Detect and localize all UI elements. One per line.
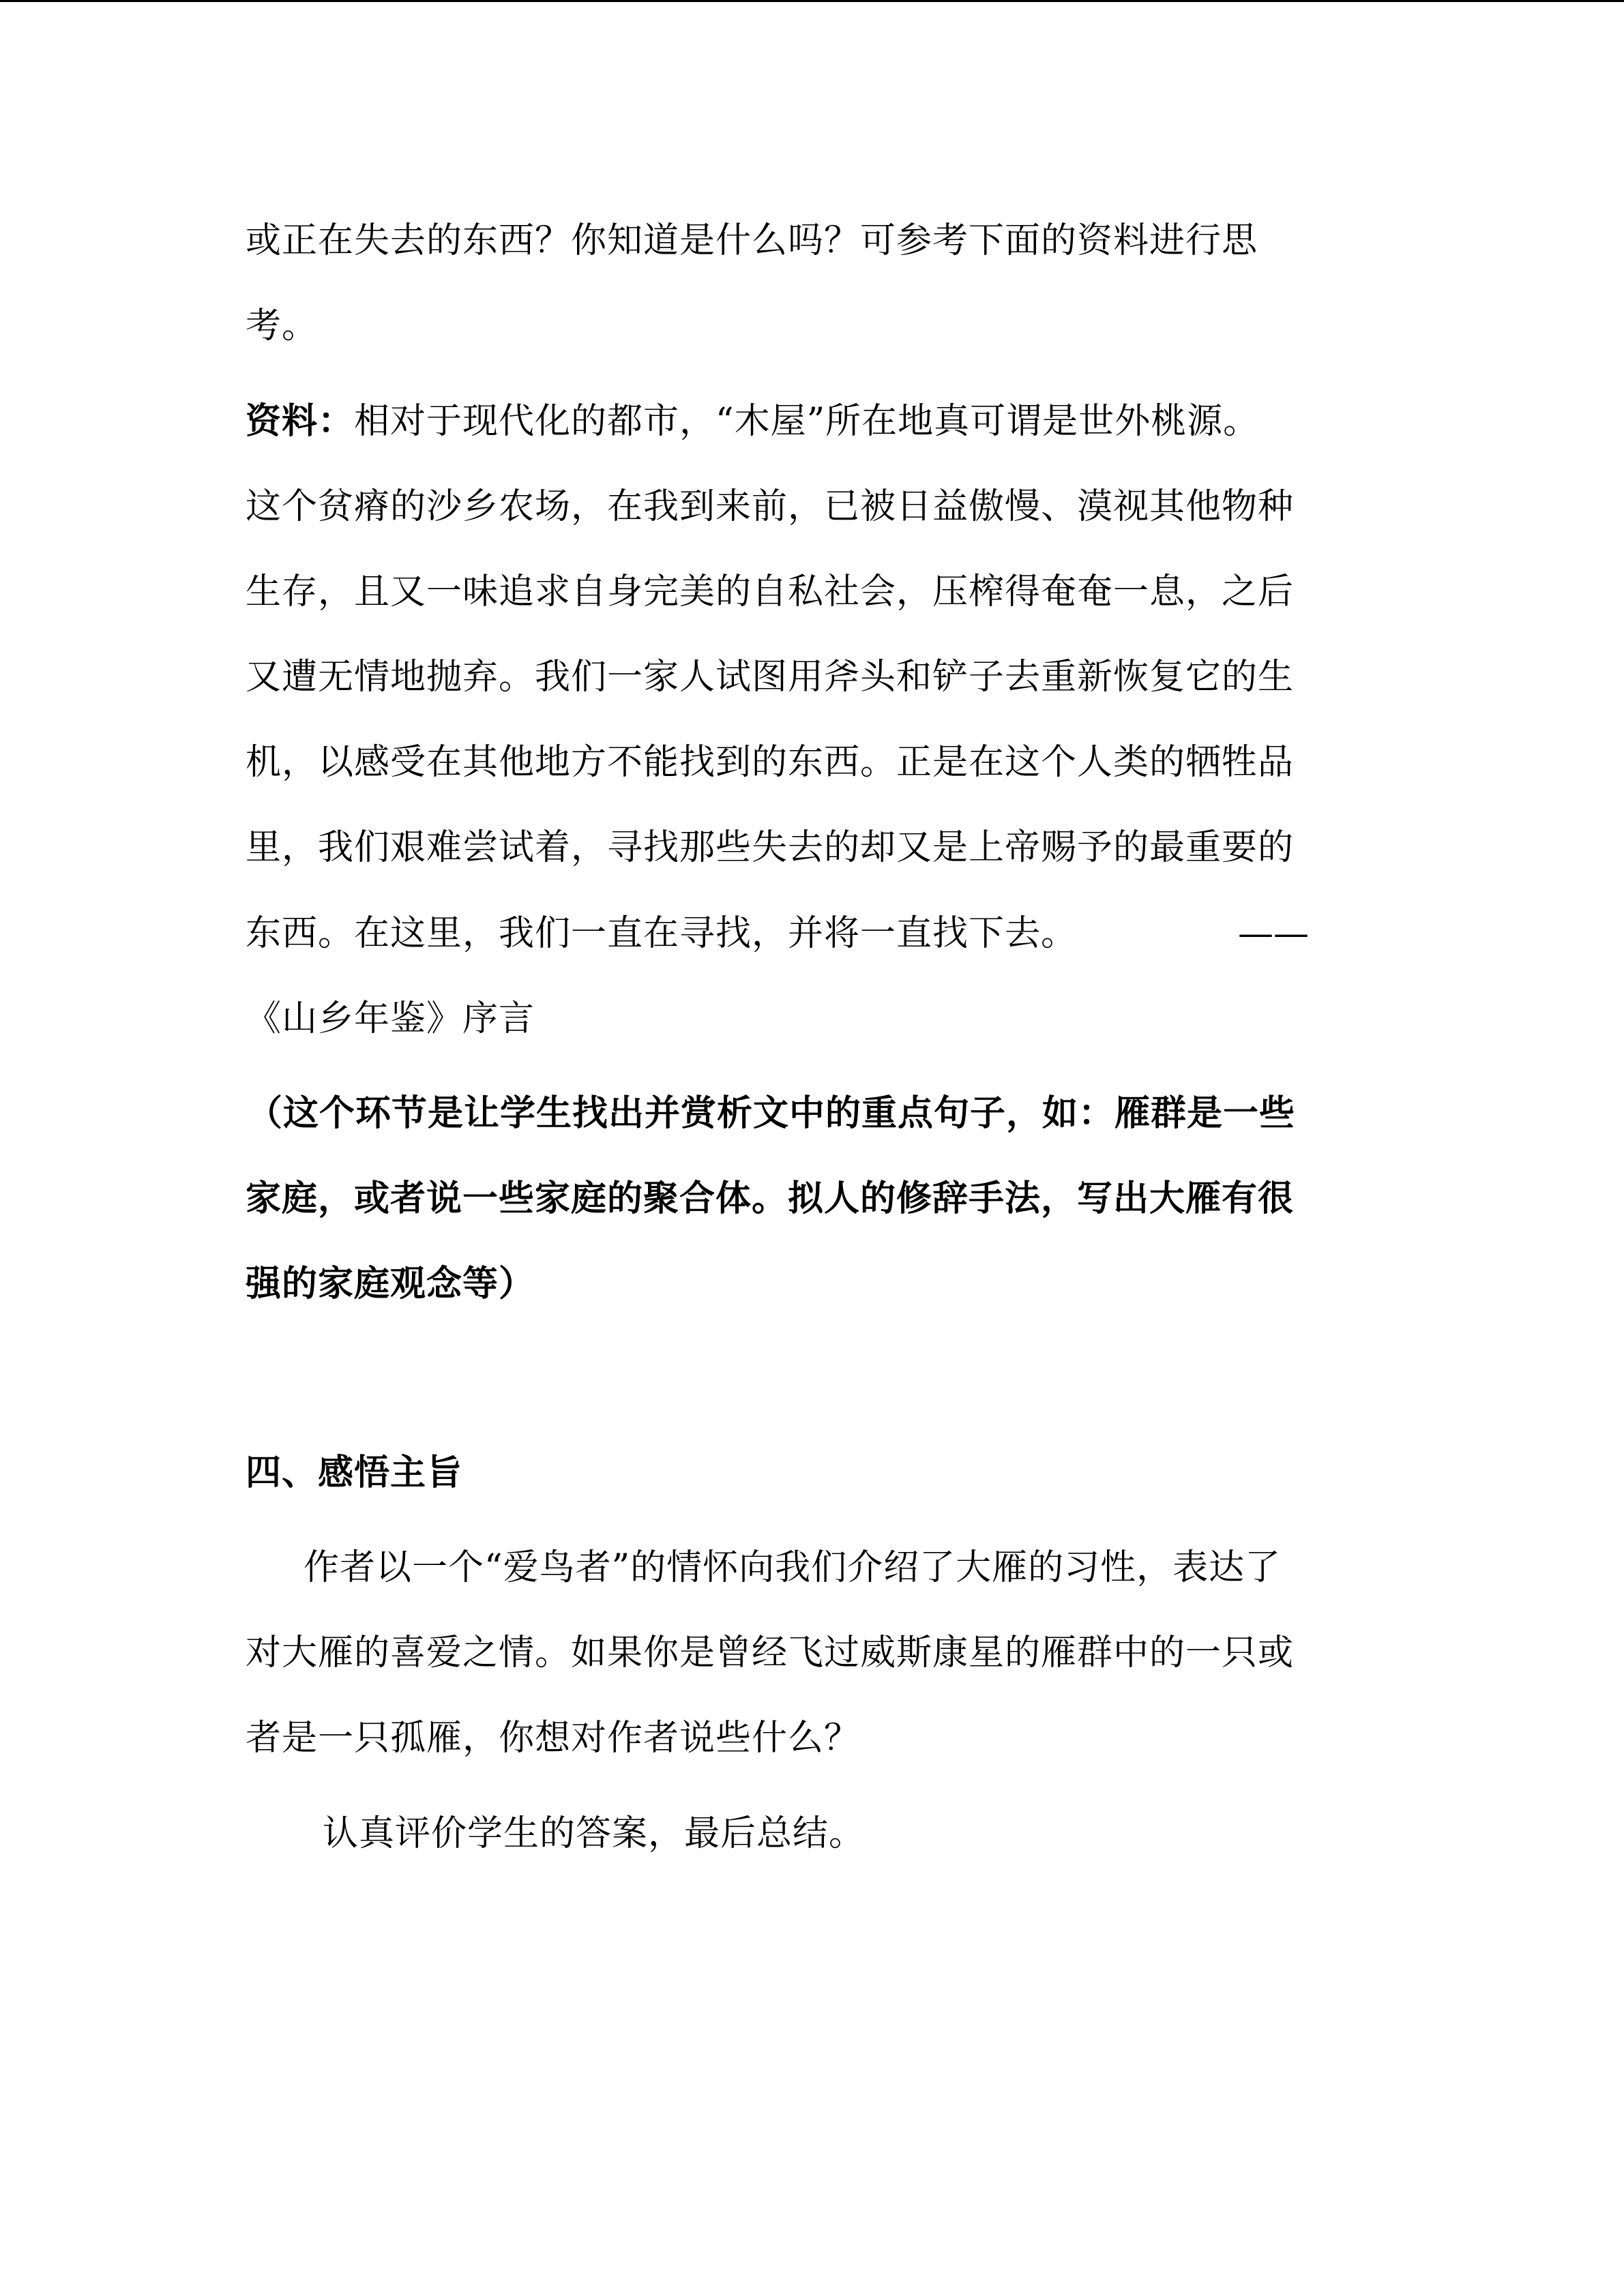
- note-line-1: （这个环节是让学生找出并赏析文中的重点句子，如：雁群是一些: [247, 1092, 1296, 1134]
- material-line-6: 里，我们艰难尝试着，寻找那些失去的却又是上帝赐予的最重要的: [246, 827, 1295, 868]
- intro-line-1: 或正在失去的东西？你知道是什么吗？可参考下面的资料进行思: [246, 220, 1258, 261]
- material-source: 《山乡年鉴》序言: [246, 998, 535, 1039]
- material-line-1: 相对于现代化的都市，“木屋”所在地真可谓是世外桃源。: [354, 401, 1260, 442]
- material-first-line: [246, 400, 1259, 443]
- material-dash: ——: [1238, 913, 1309, 954]
- section-four-line-3: 者是一只孤雁，你想对作者说些什么？: [246, 1718, 861, 1759]
- intro-line-2: 考。: [246, 305, 319, 346]
- section-four-heading: 四、感悟主旨: [246, 1452, 463, 1493]
- material-line-7: 东西。在这里，我们一直在寻找，并将一直找下去。: [246, 913, 1078, 954]
- section-four-line-1: 作者以一个“爱鸟者”的情怀向我们介绍了大雁的习性，表达了: [304, 1547, 1282, 1588]
- section-four-closing: 认真评价学生的答案，最后总结。: [323, 1813, 866, 1854]
- material-line-5: 机，以感受在其他地方不能找到的东西。正是在这个人类的牺牲品: [246, 742, 1295, 783]
- note-line-3: 强的家庭观念等）: [246, 1263, 535, 1304]
- material-line-3: 生存，且又一味追求自身完美的自私社会，压榨得奄奄一息，之后: [246, 571, 1295, 612]
- note-line-2: 家庭，或者说一些家庭的聚合体。拟人的修辞手法，写出大雁有很: [246, 1178, 1295, 1219]
- material-line-4: 又遭无情地抛弃。我们一家人试图用斧头和铲子去重新恢复它的生: [246, 657, 1295, 698]
- section-four-line-2: 对大雁的喜爱之情。如果你是曾经飞过威斯康星的雁群中的一只或: [246, 1632, 1295, 1673]
- material-line-2: 这个贫瘠的沙乡农场，在我到来前，已被日益傲慢、漠视其他物种: [246, 486, 1295, 527]
- material-label: 资料：: [246, 400, 355, 442]
